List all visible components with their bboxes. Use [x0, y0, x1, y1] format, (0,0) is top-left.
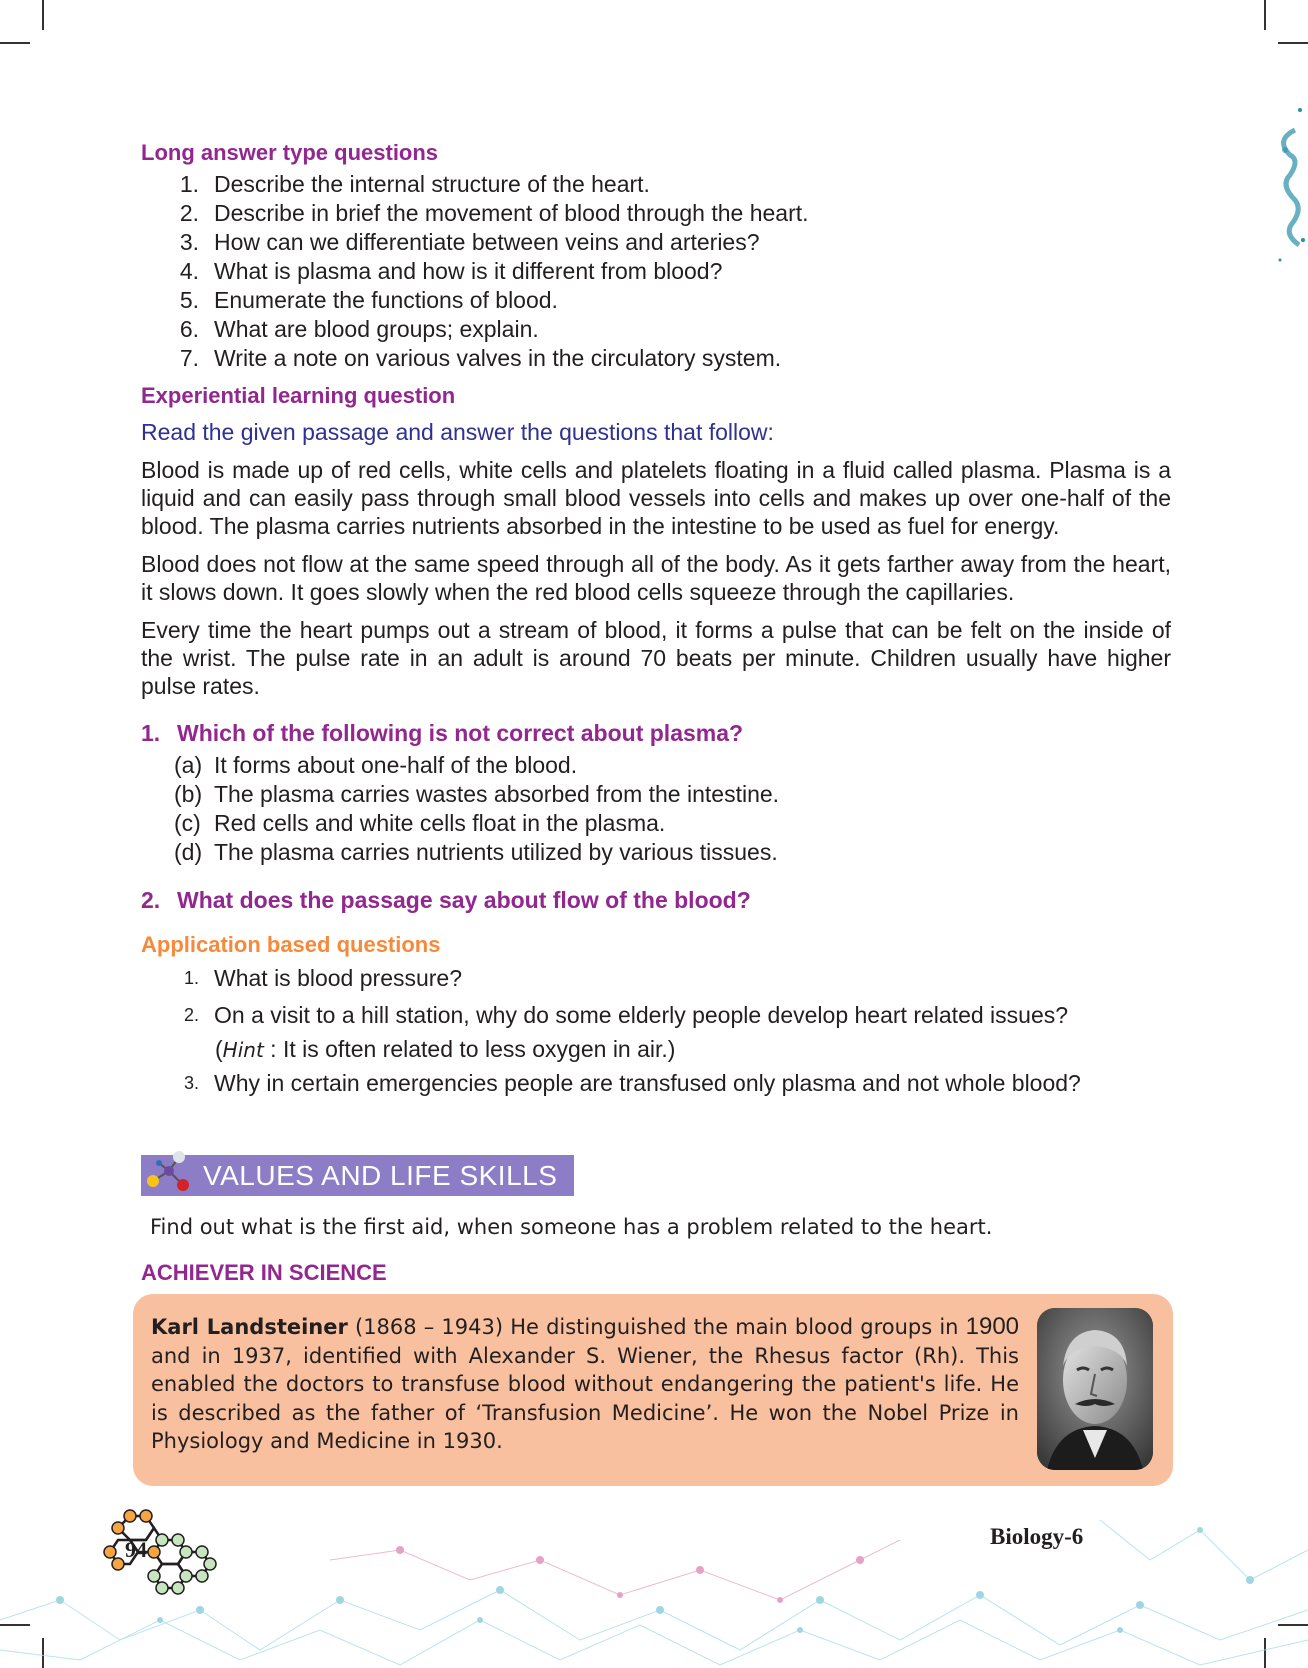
- application-heading: Application based questions: [141, 932, 441, 957]
- achiever-heading: ACHIEVER IN SCIENCE: [141, 1260, 387, 1285]
- splash-decoration: [1255, 90, 1308, 290]
- passage-paragraph-1: Blood is made up of red cells, white cells and platelets floating in a fluid called plasma. Plasma is a liquid and can easily pass through small blood vessels into cells and makes up over one-half of the blood. The plasma carries nutrients absorbed in the intestine to be used as fuel for energy.: [141, 457, 1171, 539]
- list-item: 5. Enumerate the functions of blood.: [179, 287, 558, 313]
- page-number-honeycomb: [100, 1506, 240, 1606]
- page-number: 94: [125, 1537, 147, 1562]
- list-item: 3. How can we differentiate between veins and arteries?: [179, 229, 760, 255]
- question-2-title: 2. What does the passage say about flow of the blood?: [141, 887, 751, 913]
- crop-mark-top-left-h: [0, 42, 30, 44]
- application-list: [141, 964, 1171, 1030]
- values-text: Find out what is the first aid, when someone has a problem related to the heart.: [150, 1215, 993, 1239]
- molecule-icon: [139, 1149, 195, 1201]
- long-answer-list: [141, 170, 1171, 373]
- question-1-options: [141, 751, 1171, 867]
- values-heading: VALUES AND LIFE SKILLS: [203, 1159, 558, 1191]
- achiever-name: Karl Landsteiner: [151, 1315, 348, 1339]
- hint-label: Hint: [222, 1038, 264, 1062]
- crop-mark-top-left-v: [42, 0, 44, 30]
- option-item: (d) The plasma carries nutrients utilized by various tissues.: [174, 839, 778, 865]
- list-item: 6. What are blood groups; explain.: [179, 316, 539, 342]
- experiential-heading: Experiential learning question: [141, 383, 456, 408]
- list-item: 4. What is plasma and how is it different from blood?: [179, 258, 723, 284]
- achiever-text: Karl Landsteiner (1868 – 1943) He distinguished the main blood groups in 1900 and in 1937, identified with Alexander S. Wiener, the Rhesus factor (Rh). This enabled the doctors to transfuse blood without endangering the patient's life. He is described as the father of ‘Transfusion Medicine’. He won the Nobel Prize in Physiology and Medicine in 1930.: [151, 1313, 1020, 1453]
- crop-mark-top-right-h: [1278, 42, 1308, 44]
- achiever-box: [133, 1294, 1173, 1486]
- book-title: Biology-6: [990, 1524, 1084, 1549]
- crop-mark-top-right-v: [1264, 0, 1266, 30]
- question-1-title: 1. Which of the following is not correct about plasma?: [141, 720, 744, 746]
- list-item: 2. Describe in brief the movement of blood through the heart.: [179, 200, 809, 226]
- main-content: [141, 140, 1171, 1098]
- experiential-instruction: Read the given passage and answer the questions that follow:: [141, 419, 774, 445]
- portrait-image: [1037, 1308, 1153, 1470]
- application-list-cont: [141, 1069, 1171, 1098]
- list-item: 7. Write a note on various valves in the circulatory system.: [179, 345, 782, 371]
- passage-paragraph-3: Every time the heart pumps out a stream of blood, it forms a pulse that can be felt on the inside of the wrist. The pulse rate in an adult is around 70 beats per minute. Children usually have higher pulse rates.: [141, 617, 1171, 699]
- achiever-year: 1900: [965, 1313, 1020, 1340]
- list-item: 1. What is blood pressure?: [183, 965, 463, 991]
- values-heading-bar: [141, 1155, 574, 1196]
- long-answer-heading: Long answer type questions: [141, 140, 439, 165]
- list-item: 2. On a visit to a hill station, why do some elderly people develop heart related issues?: [183, 1002, 1069, 1028]
- passage-paragraph-2: Blood does not flow at the same speed through all of the body. As it gets farther away from the heart, it slows down. It goes slowly when the red blood cells squeeze through the capillaries.: [141, 551, 1171, 605]
- hint-line: (Hint : It is often related to less oxygen in air.): [215, 1036, 676, 1062]
- option-item: (b) The plasma carries wastes absorbed from the intestine.: [174, 781, 780, 807]
- option-item: (a) It forms about one-half of the blood.: [174, 752, 578, 778]
- list-item: 3. Why in certain emergencies people are transfused only plasma and not whole blood?: [183, 1070, 1081, 1096]
- list-item: 1. Describe the internal structure of the heart.: [179, 171, 650, 197]
- option-item: (c) Red cells and white cells float in the plasma.: [174, 810, 666, 836]
- hint-text: : It is often related to less oxygen in air.): [263, 1036, 676, 1062]
